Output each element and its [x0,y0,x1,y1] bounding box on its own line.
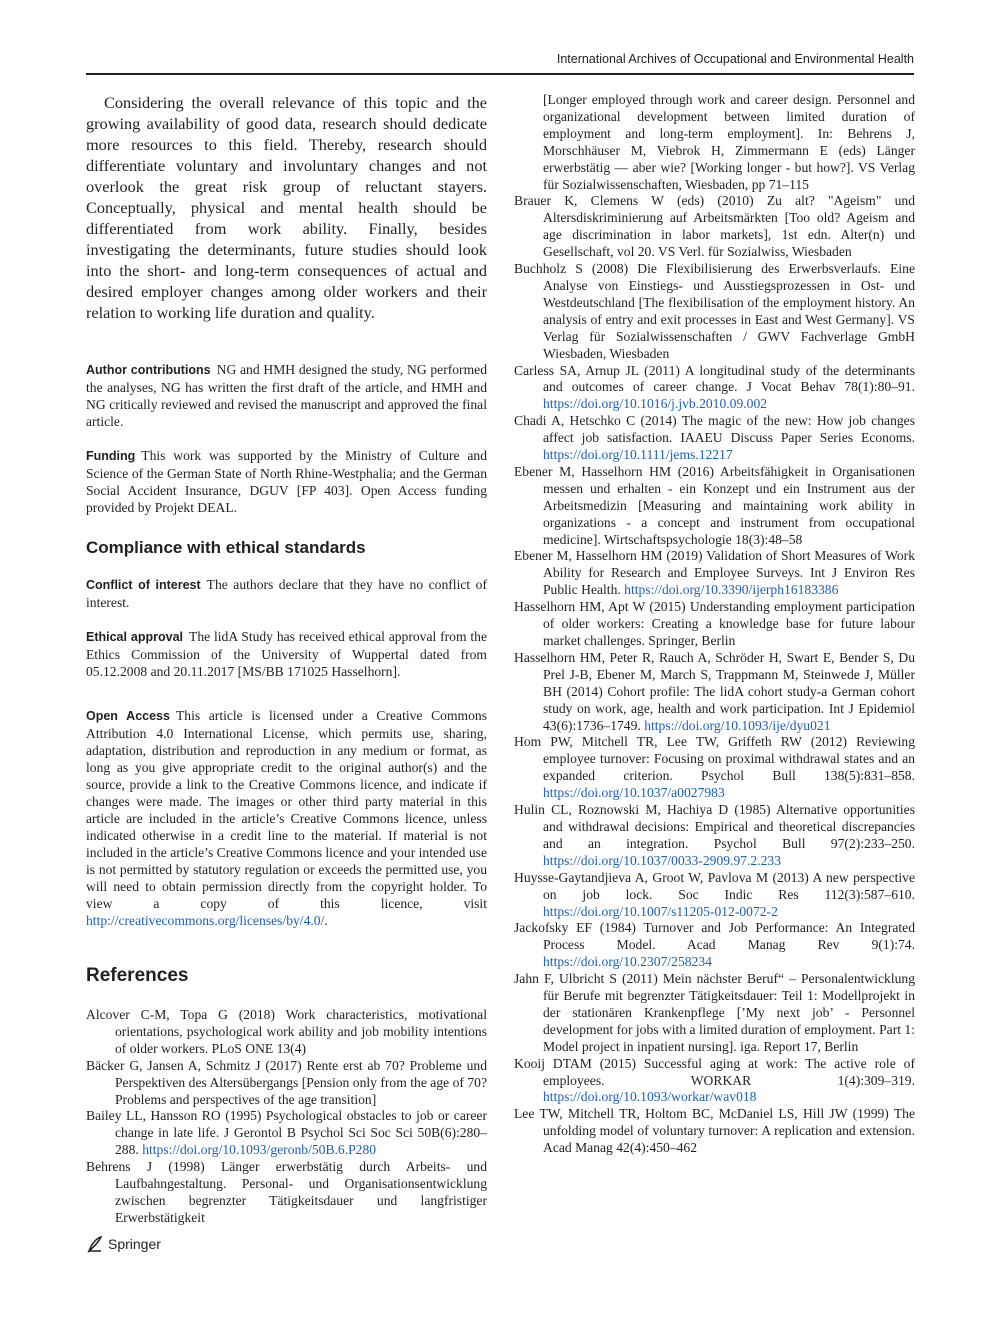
doi-link[interactable]: https://doi.org/10.1093/geronb/50B.6.P280 [142,1142,377,1158]
reference-item [514,363,915,414]
author-contributions [86,361,487,430]
doi-link[interactable]: https://doi.org/10.2307/258234 [543,954,712,970]
reference-item [514,971,915,1056]
journal-header: International Archives of Occupational and Environmental Health [556,52,914,66]
section-label: Author contributions [86,363,211,377]
reference-item [514,734,915,802]
reference-continuation: [Longer employed through work and career design. Personnel and organizational development between limited duration of employment and long-term employment]. In: Behrens J, Morschhäuser M, Viebrok H, Zimmermann E (eds) Länger erwerbstätig — aber wie? [Working longer - but how?]. VS Verlag für Sozialwissenschaften, Wiesbaden, pp 71–115 [543,92,915,192]
doi-link[interactable]: https://doi.org/10.1007/s11205-012-0072-2 [543,903,778,919]
open-access [86,707,487,929]
doi-link[interactable]: https://doi.org/10.3390/ijerph16183386 [624,582,839,598]
reference-item [514,802,915,870]
reference-text: Brauer K, Clemens W (eds) (2010) Zu alt? "Ageism" und Altersdiskriminierung auf Arbeitsmärkten [Too old? Ageism and age discrimination in labor markets], 1st edn. Alter(n) und Gesellschaft, vol 20. VS Verl. für Sozialwiss, Wiesbaden [514,193,915,260]
header-rule [86,73,914,75]
reference-item [514,1106,915,1157]
doi-link[interactable]: https://doi.org/10.1093/ije/dyu021 [644,717,831,733]
reference-text: Jahn F, Ulbricht S (2011) Mein nächster Beruf“ – Personalentwicklung für Berufe mit begrenzter Tätigkeitsdauer: Teil 1: Modellprojekt in der stationären Krankenpflege [’My next job’ - Personnel development for jobs with a limited duration of employment. Part 1: Model project in inpatient nursing]. iga. Report 17, Berlin [514,971,915,1054]
reference-item [514,870,915,921]
reference-item [514,1056,915,1107]
footer [86,1235,161,1253]
reference-item [86,1058,487,1109]
section-label: Funding [86,449,136,463]
reference-text: Bäcker G, Jansen A, Schmitz J (2017) Rente erst ab 70? Probleme und Perspektiven des Altersübergangs [Pension only from the age of 70? Problems and perspectives of the age transition] [86,1057,487,1107]
publisher-name: Springer [108,1236,161,1252]
doi-link[interactable]: https://doi.org/10.1016/j.jvb.2010.09.002 [543,396,768,412]
reference-text: Buchholz S (2008) Die Flexibilisierung des Erwerbsverlaufs. Eine Analyse von Einstiegs- und Ausstiegsprozessen in Ost- und Westdeutschland [The flexibilisation of the employment history. An analysis of entry and exit processes in East and West Germany]. VS Verlag für Sozialwissenschaften / GWV Fachverlage GmbH Wiesbaden, Wiesbaden [514,261,915,361]
reference-item [514,548,915,599]
funding [86,447,487,516]
reference-text: Bailey LL, Hansson RO (1995) Psychological obstacles to job or career change in late life. J Gerontol B Psychol Sci Soc Sci 50B(6):280–288. [86,1108,487,1158]
doi-link[interactable]: https://doi.org/10.1037/a0027983 [543,785,725,801]
ethical-approval [86,628,487,680]
license-link[interactable]: http://creativecommons.org/licenses/by/4.0/ [86,913,325,928]
reference-text: Chadi A, Hetschko C (2014) The magic of the new: How job changes affect job satisfaction. IAAEU Discuss Paper Series Economs. [514,413,915,446]
reference-text: Kooij DTAM (2015) Successful aging at work: The active role of employees. WORKAR 1(4):309–319. [514,1055,915,1088]
reference-item [514,599,915,650]
doi-link[interactable]: https://doi.org/10.1111/jems.12217 [543,447,733,463]
reference-item [86,1159,487,1227]
left-column [86,92,487,1227]
reference-text: Hom PW, Mitchell TR, Lee TW, Griffeth RW (2012) Reviewing employee turnover: Focusing on proximal withdrawal states and an expanded criterion. Psychol Bull 138(5):831–858. [514,734,915,784]
intro-paragraph: Considering the overall relevance of this topic and the growing availability of good data, research should dedicate more resources to this field. Thereby, research should differentiate voluntary and involuntary changes and not overlook the great risk group of reluctant stayers. Conceptually, physical and mental health should be differentiated from work ability. Finally, besides investigating the determinants, future studies should look into the short- and long-term consequences of actual and desired employer changes among older workers and their relation to working life duration and quality. [86,93,487,322]
section-label: Conflict of interest [86,578,201,592]
reference-item [514,464,915,549]
reference-item [514,920,915,971]
reference-text: Jackofsky EF (1984) Turnover and Job Performance: An Integrated Process Model. Acad Manag Rev 9(1):74. [514,920,915,953]
section-label: Open Access [86,709,170,723]
section-text: This work was supported by the Ministry of Culture and Science of the German State of North Rhine-Westphalia; and the German Social Accident Insurance, DGUV [FP 403]. Open Access funding provided by Projekt DEAL. [86,448,487,515]
section-label: Ethical approval [86,630,184,644]
reference-item [514,650,915,735]
reference-text: Huysse-Gaytandjieva A, Groot W, Pavlova M (2013) A new perspective on job lock. Soc Indic Res 112(3):587–610. [514,869,915,902]
reference-text: Hasselhorn HM, Peter R, Rauch A, Schröder H, Swart E, Bender S, Du Prel J-B, Ebener M, March S, Trappmann M, Steinwede J, Müller BH (2014) Cohort profile: The lidA cohort study-a German cohort study on work, age, health and work participation. Int J Epidemiol 43(6):1736–1749. [514,649,915,733]
right-column [514,92,915,1157]
references-list-left [86,1007,487,1227]
reference-item [86,1007,487,1058]
compliance-heading: Compliance with ethical standards [86,538,366,557]
section-text: The lidA Study has received ethical approval from the Ethics Commission of the University of Wuppertal dated from 05.12.2008 and 20.11.2017 [MS/BB 171025 Hasselhorn]. [86,629,488,679]
references-list-right [514,193,915,1157]
doi-link[interactable]: https://doi.org/10.1093/workar/wav018 [543,1089,757,1105]
reference-text: Alcover C-M, Topa G (2018) Work characteristics, motivational orientations, psychological work ability and job mobility intentions of older workers. PLoS ONE 13(4) [86,1007,487,1056]
references-heading: References [86,965,189,986]
section-text: . [324,913,328,928]
reference-item [514,193,915,261]
reference-text: Carless SA, Arnup JL (2011) A longitudinal study of the determinants and outcomes of career change. J Vocat Behav 78(1):80–91. [514,362,915,395]
reference-text: Hasselhorn HM, Apt W (2015) Understanding employment participation of older workers: Creating a knowledge base for future labour market challenges. Springer, Berlin [514,599,915,648]
doi-link[interactable]: https://doi.org/10.1037/0033-2909.97.2.233 [543,852,782,868]
reference-text: Ebener M, Hasselhorn HM (2016) Arbeitsfähigkeit in Organisationen messen und erhalten - ein Konzept und ein Instrument aus der Arbeitsmedizin [Measuring and maintaining work ability in organizations - a concept and instrument from occupational medicine]. Wirtschaftspsychologie 18(3):48–58 [514,463,915,547]
section-text: The authors declare that they have no conflict of interest. [86,577,487,610]
springer-logo-icon [86,1235,104,1253]
reference-item [514,413,915,464]
reference-text: Ebener M, Hasselhorn HM (2019) Validation of Short Measures of Work Ability for Research and Employee Surveys. Int J Environ Res Public Health. [514,548,915,598]
reference-item [514,261,915,362]
reference-item [86,1108,487,1159]
section-text: NG and HMH designed the study, NG performed the analyses, NG has written the first draft of the article, and HMH and NG critically reviewed and revised the manuscript and approved the final article. [86,362,487,429]
reference-text: Behrens J (1998) Länger erwerbstätig durch Arbeits- und Laufbahngestaltung. Personal- und Organisationsentwicklung zwischen begrenzter Tätigkeitsdauer und langfristiger Erwerbstätigkeit [86,1159,487,1225]
reference-text: Lee TW, Mitchell TR, Holtom BC, McDaniel LS, Hill JW (1999) The unfolding model of voluntary turnover: A replication and extension. Acad Manag 42(4):450–462 [514,1106,915,1156]
reference-text: Hulin CL, Roznowski M, Hachiya D (1985) Alternative opportunities and withdrawal decisions: Empirical and theoretical discrepancies and an integration. Psychol Bull 97(2):233–250. [514,802,915,851]
conflict-of-interest [86,576,487,611]
section-text: This article is licensed under a Creative Commons Attribution 4.0 International License, which permits use, sharing, adaptation, distribution and reproduction in any medium or format, as long as you give appropriate credit to the original author(s) and the source, provide a link to the Creative Commons licence, and indicate if changes were made. The images or other third party material in this article are included in the article’s Creative Commons licence, unless indicated otherwise in a credit line to the material. If material is not included in the article’s Creative Commons licence and your intended use is not permitted by statutory regulation or exceeds the permitted use, you will need to obtain permission directly from the copyright holder. To view a copy of this licence, visit [86,708,487,911]
